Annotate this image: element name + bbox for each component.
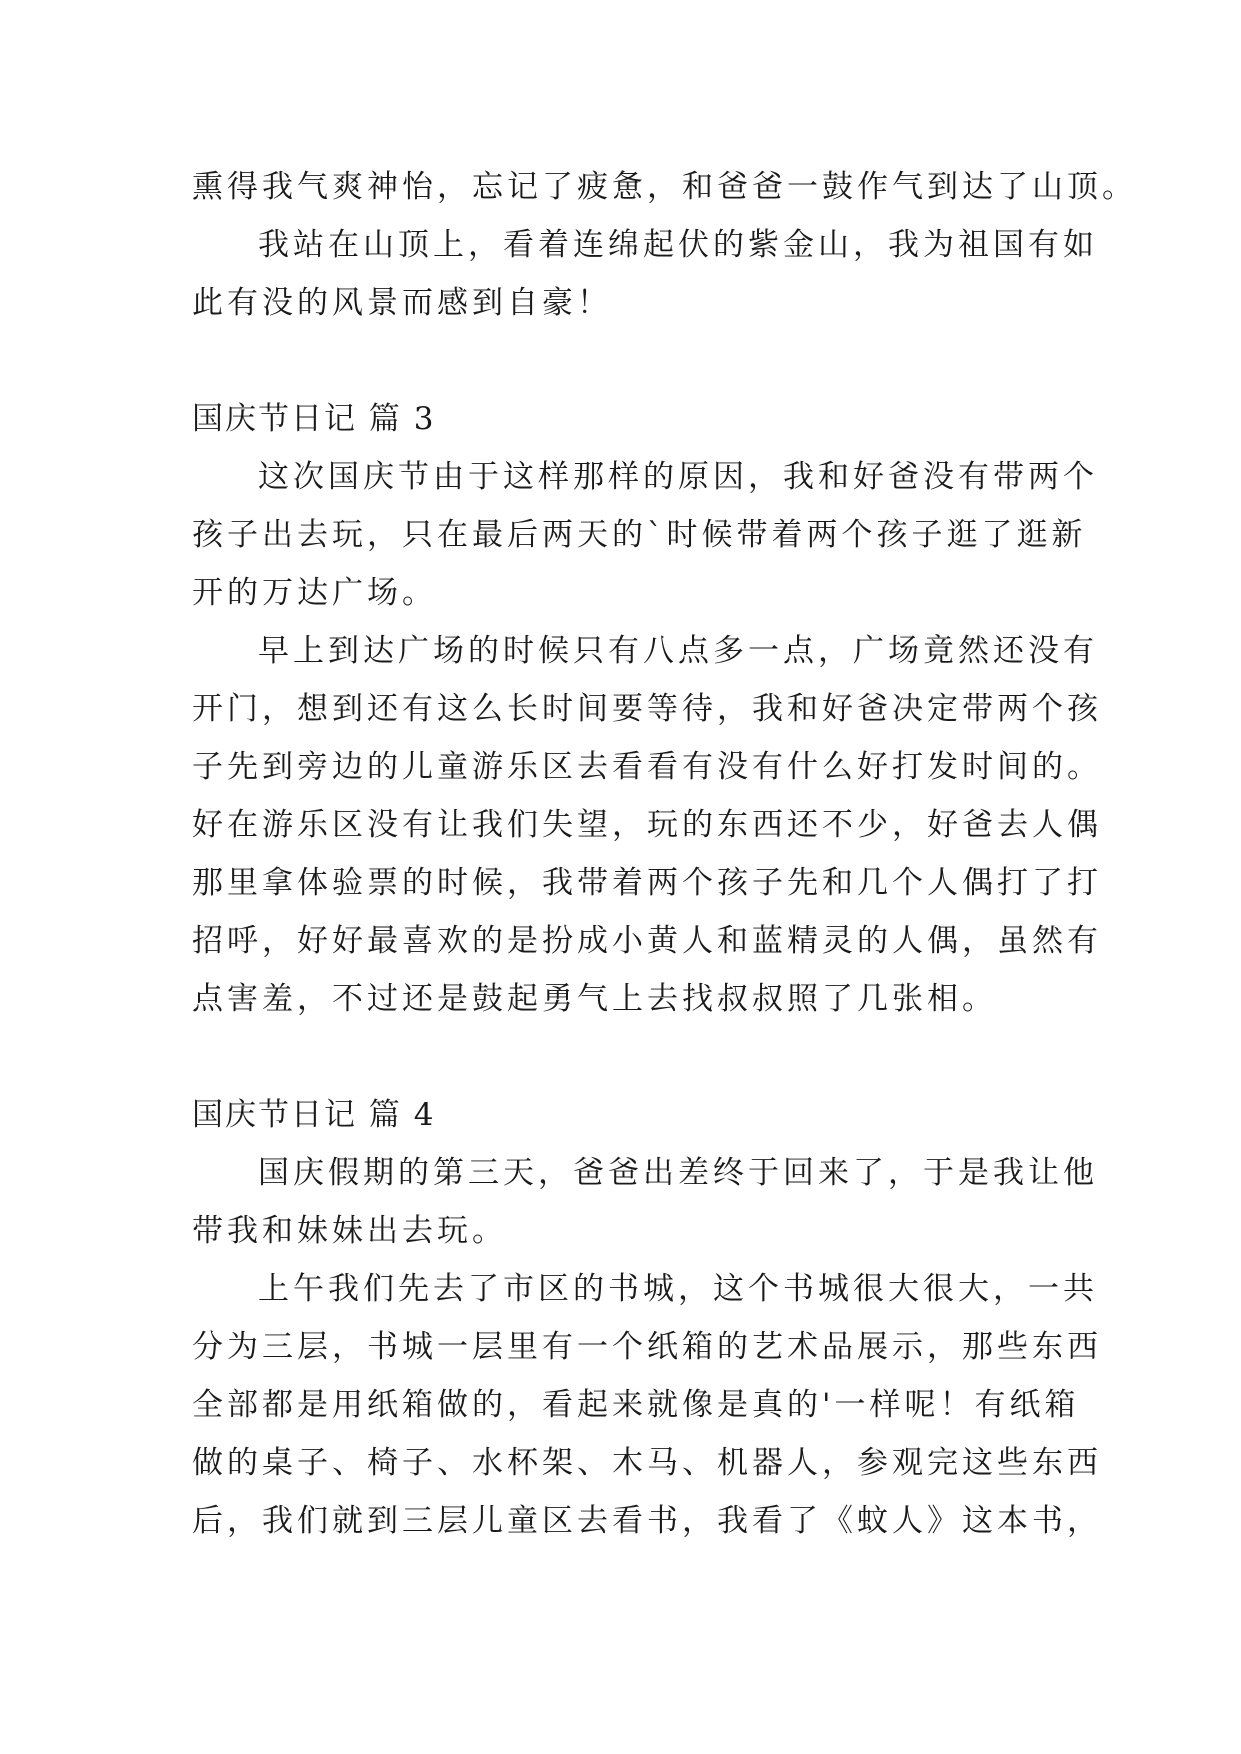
section-gap: [192, 1028, 1052, 1086]
text-line: 开的万达广场。: [192, 575, 437, 611]
text-line: 我站在山顶上，看着连绵起伏的紫金山，我为祖国有如: [258, 227, 1098, 263]
document-body: [192, 158, 1137, 1550]
text-line: 点害羞，不过还是鼓起勇气上去找叔叔照了几张相。: [192, 981, 997, 1017]
text-line: 分为三层，书城一层里有一个纸箱的艺术品展示，那些东西: [192, 1329, 1102, 1365]
text-line: 开门，想到还有这么长时间要等待，我和好爸决定带两个孩: [192, 691, 1102, 727]
section-heading-3: 国庆节日记 篇 3: [192, 401, 436, 437]
text-line: 好在游乐区没有让我们失望，玩的东西还不少，好爸去人偶: [192, 807, 1102, 843]
text-line: 熏得我气爽神怡，忘记了疲惫，和爸爸一鼓作气到达了山顶。: [192, 169, 1137, 205]
text-line: 国庆假期的第三天，爸爸出差终于回来了，于是我让他: [258, 1155, 1098, 1191]
text-line: 这次国庆节由于这样那样的原因，我和好爸没有带两个: [258, 459, 1098, 495]
text-line: 此有没的风景而感到自豪！: [192, 285, 612, 321]
section-gap: [192, 332, 1052, 390]
text-line: 那里拿体验票的时候，我带着两个孩子先和几个人偶打了打: [192, 865, 1102, 901]
section-heading-4: 国庆节日记 篇 4: [192, 1097, 436, 1133]
text-line: 早上到达广场的时候只有八点多一点，广场竟然还没有: [258, 633, 1098, 669]
text-line: 做的桌子、椅子、水杯架、木马、机器人，参观完这些东西: [192, 1445, 1102, 1481]
text-line: 带我和妹妹出去玩。: [192, 1213, 507, 1249]
text-line: 子先到旁边的儿童游乐区去看看有没有什么好打发时间的。: [192, 749, 1102, 785]
text-line: 全部都是用纸箱做的，看起来就像是真的'一样呢！有纸箱: [192, 1387, 1080, 1423]
text-line: 上午我们先去了市区的书城，这个书城很大很大，一共: [258, 1271, 1098, 1307]
text-line: 招呼，好好最喜欢的是扮成小黄人和蓝精灵的人偶，虽然有: [192, 923, 1102, 959]
text-line: 孩子出去玩，只在最后两天的`时候带着两个孩子逛了逛新: [192, 517, 1087, 553]
text-line: 后，我们就到三层儿童区去看书，我看了《蚊人》这本书，: [192, 1503, 1102, 1539]
